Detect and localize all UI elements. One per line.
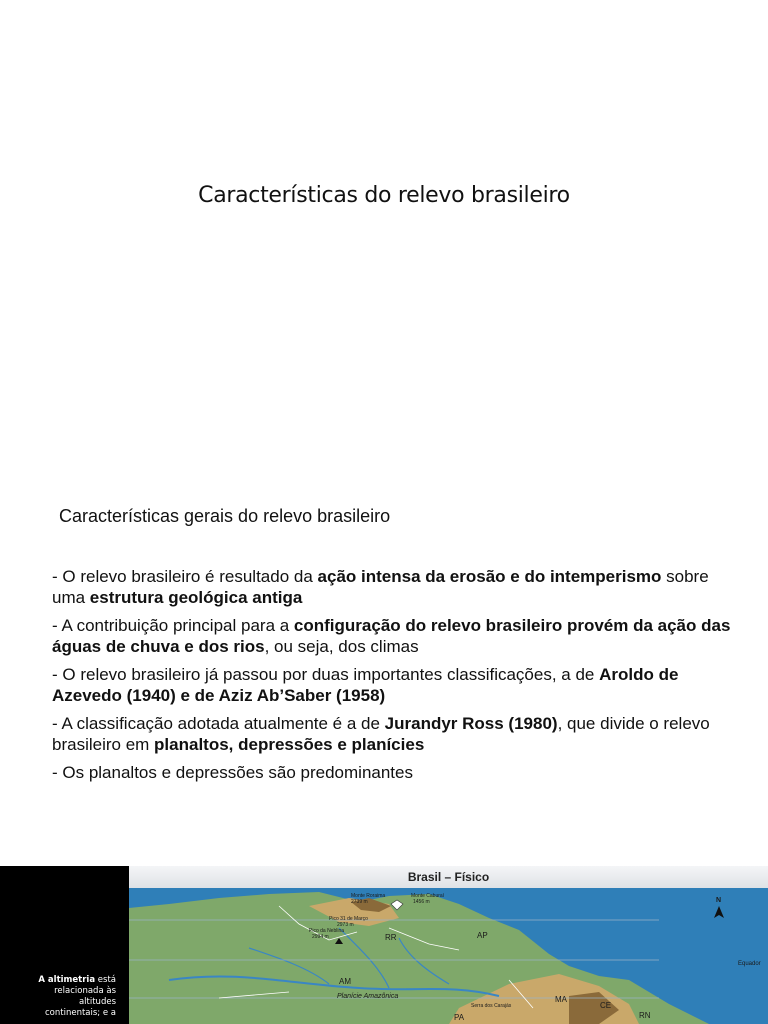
caption-text: está relacionada às altitudes continentais; e a (45, 975, 116, 1018)
bullet-text: - O relevo brasileiro é resultado da (52, 567, 318, 586)
map-title: Brasil – Físico (129, 866, 768, 889)
label-planicie-amazonica: Planície Amazônica (337, 993, 399, 1000)
label-pico-31-marco: Pico 31 de Março (329, 916, 368, 922)
bullet-item (52, 664, 742, 706)
label-monte-caburai-alt: 1456 m (413, 899, 430, 905)
label-serra-carajas: Serra dos Carajás (471, 1003, 512, 1009)
slide1-title: Características do relevo brasileiro (198, 183, 570, 208)
label-monte-roraima-alt: 2739 m (351, 899, 368, 905)
bullet-item (52, 566, 742, 608)
bullet-item (52, 762, 742, 783)
label-equador: Equador (738, 961, 761, 967)
label-pico-31-marco-alt: 2973 m (337, 922, 354, 928)
slide2-heading: Características gerais do relevo brasileiro (59, 506, 391, 526)
bullet-text: - O relevo brasileiro já passou por duas importantes classificações, a de (52, 665, 600, 684)
label-monte-roraima: Monte Roraima (351, 893, 386, 899)
map-image (129, 888, 768, 1024)
label-am: AM (339, 977, 351, 986)
bullet-text: , que divide o relevo brasileiro em (52, 714, 710, 754)
bullet-bold-text: planaltos, depressões e planícies (154, 735, 425, 754)
physical-map (129, 866, 768, 1024)
bullet-text: - A contribuição principal para a (52, 616, 294, 635)
bullet-text: - Os planaltos e depressões são predominantes (52, 763, 413, 782)
bullet-text: - A classificação adotada atualmente é a de (52, 714, 385, 733)
bullet-item (52, 615, 742, 657)
bullet-bold-text: Jurandyr Ross (1980) (384, 714, 558, 733)
bullet-text: sobre uma (52, 567, 709, 607)
bullet-text: , ou seja, dos climas (264, 637, 419, 656)
label-ap: AP (477, 931, 488, 940)
bullet-bold-text: configuração do relevo brasileiro provém da ação das águas de chuva e dos rios (52, 616, 731, 656)
side-caption (28, 975, 116, 1019)
label-rr: RR (385, 933, 397, 942)
label-pico-neblina-alt: 2994 m (312, 934, 329, 940)
label-north: N (716, 897, 722, 904)
bullet-bold-text: estrutura geológica antiga (89, 588, 303, 607)
bullet-list (52, 566, 742, 790)
bullet-bold-text: Aroldo de Azevedo (1940) e de Aziz Ab’Saber (1958) (52, 665, 679, 705)
label-ce: CE (600, 1001, 612, 1010)
label-pico-neblina: Pico da Neblina (309, 928, 345, 934)
label-ma: MA (555, 995, 567, 1004)
bullet-bold-text: ação intensa da erosão e do intemperismo (317, 567, 662, 586)
caption-bold: A altimetria (38, 975, 96, 985)
label-rn: RN (639, 1011, 651, 1020)
bullet-item (52, 713, 742, 755)
label-monte-caburai: Monte Caburaí (411, 893, 445, 899)
label-pa: PA (454, 1013, 465, 1022)
